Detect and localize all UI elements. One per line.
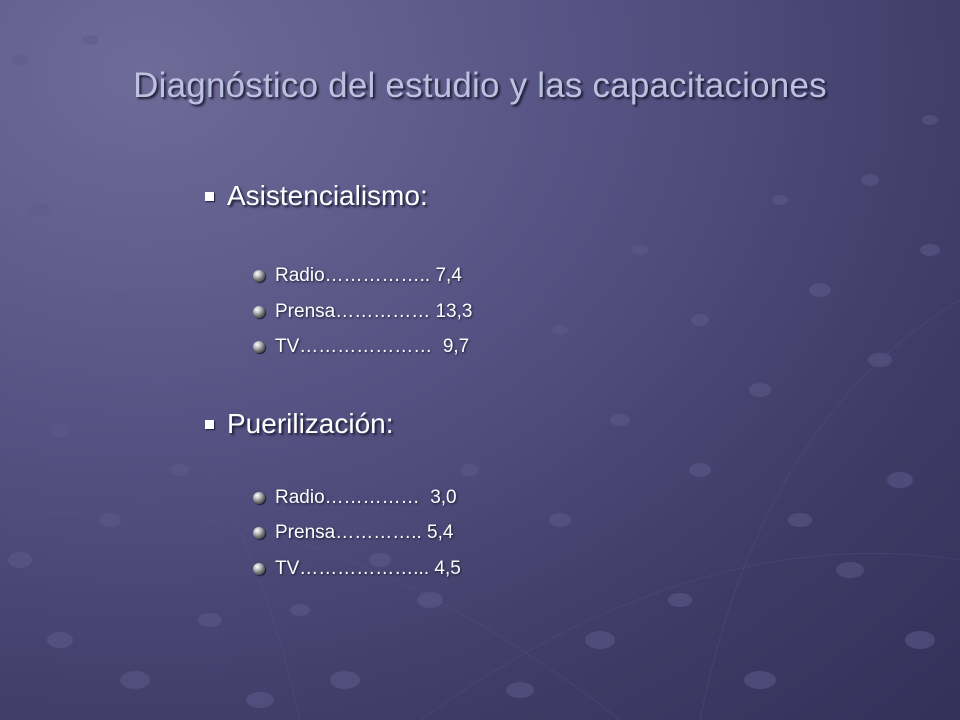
sphere-bullet-icon	[253, 270, 265, 282]
list-item-puerilizacion-tv	[253, 558, 461, 580]
list-item-text: Radio…………….. 7,4	[275, 265, 462, 286]
list-item-puerilizacion-prensa	[253, 522, 453, 544]
slide-title: Diagnóstico del estudio y las capacitaciones	[133, 66, 827, 105]
list-item-asistencialismo-prensa	[253, 301, 472, 323]
square-bullet-icon	[205, 420, 214, 429]
sphere-bullet-icon	[253, 492, 265, 504]
section-heading-puerilizacion	[205, 408, 394, 440]
list-item-asistencialismo-tv	[253, 336, 469, 358]
list-item-text: Prensa………….. 5,4	[275, 522, 454, 543]
sphere-bullet-icon	[253, 306, 265, 318]
list-item-text: Radio…………… 3,0	[275, 487, 457, 508]
list-item-asistencialismo-radio	[253, 265, 462, 287]
list-item-text: Prensa…………… 13,3	[275, 301, 473, 322]
sphere-bullet-icon	[253, 527, 265, 539]
sphere-bullet-icon	[253, 563, 265, 575]
square-bullet-icon	[205, 192, 214, 201]
section-heading-label: Puerilización:	[227, 408, 394, 439]
list-item-text: TV………………… 9,7	[275, 336, 470, 357]
list-item-puerilizacion-radio	[253, 487, 457, 509]
section-heading-asistencialismo	[205, 180, 428, 212]
section-heading-label: Asistencialismo:	[227, 180, 428, 211]
list-item-text: TV………………... 4,5	[275, 558, 461, 579]
sphere-bullet-icon	[253, 341, 265, 353]
